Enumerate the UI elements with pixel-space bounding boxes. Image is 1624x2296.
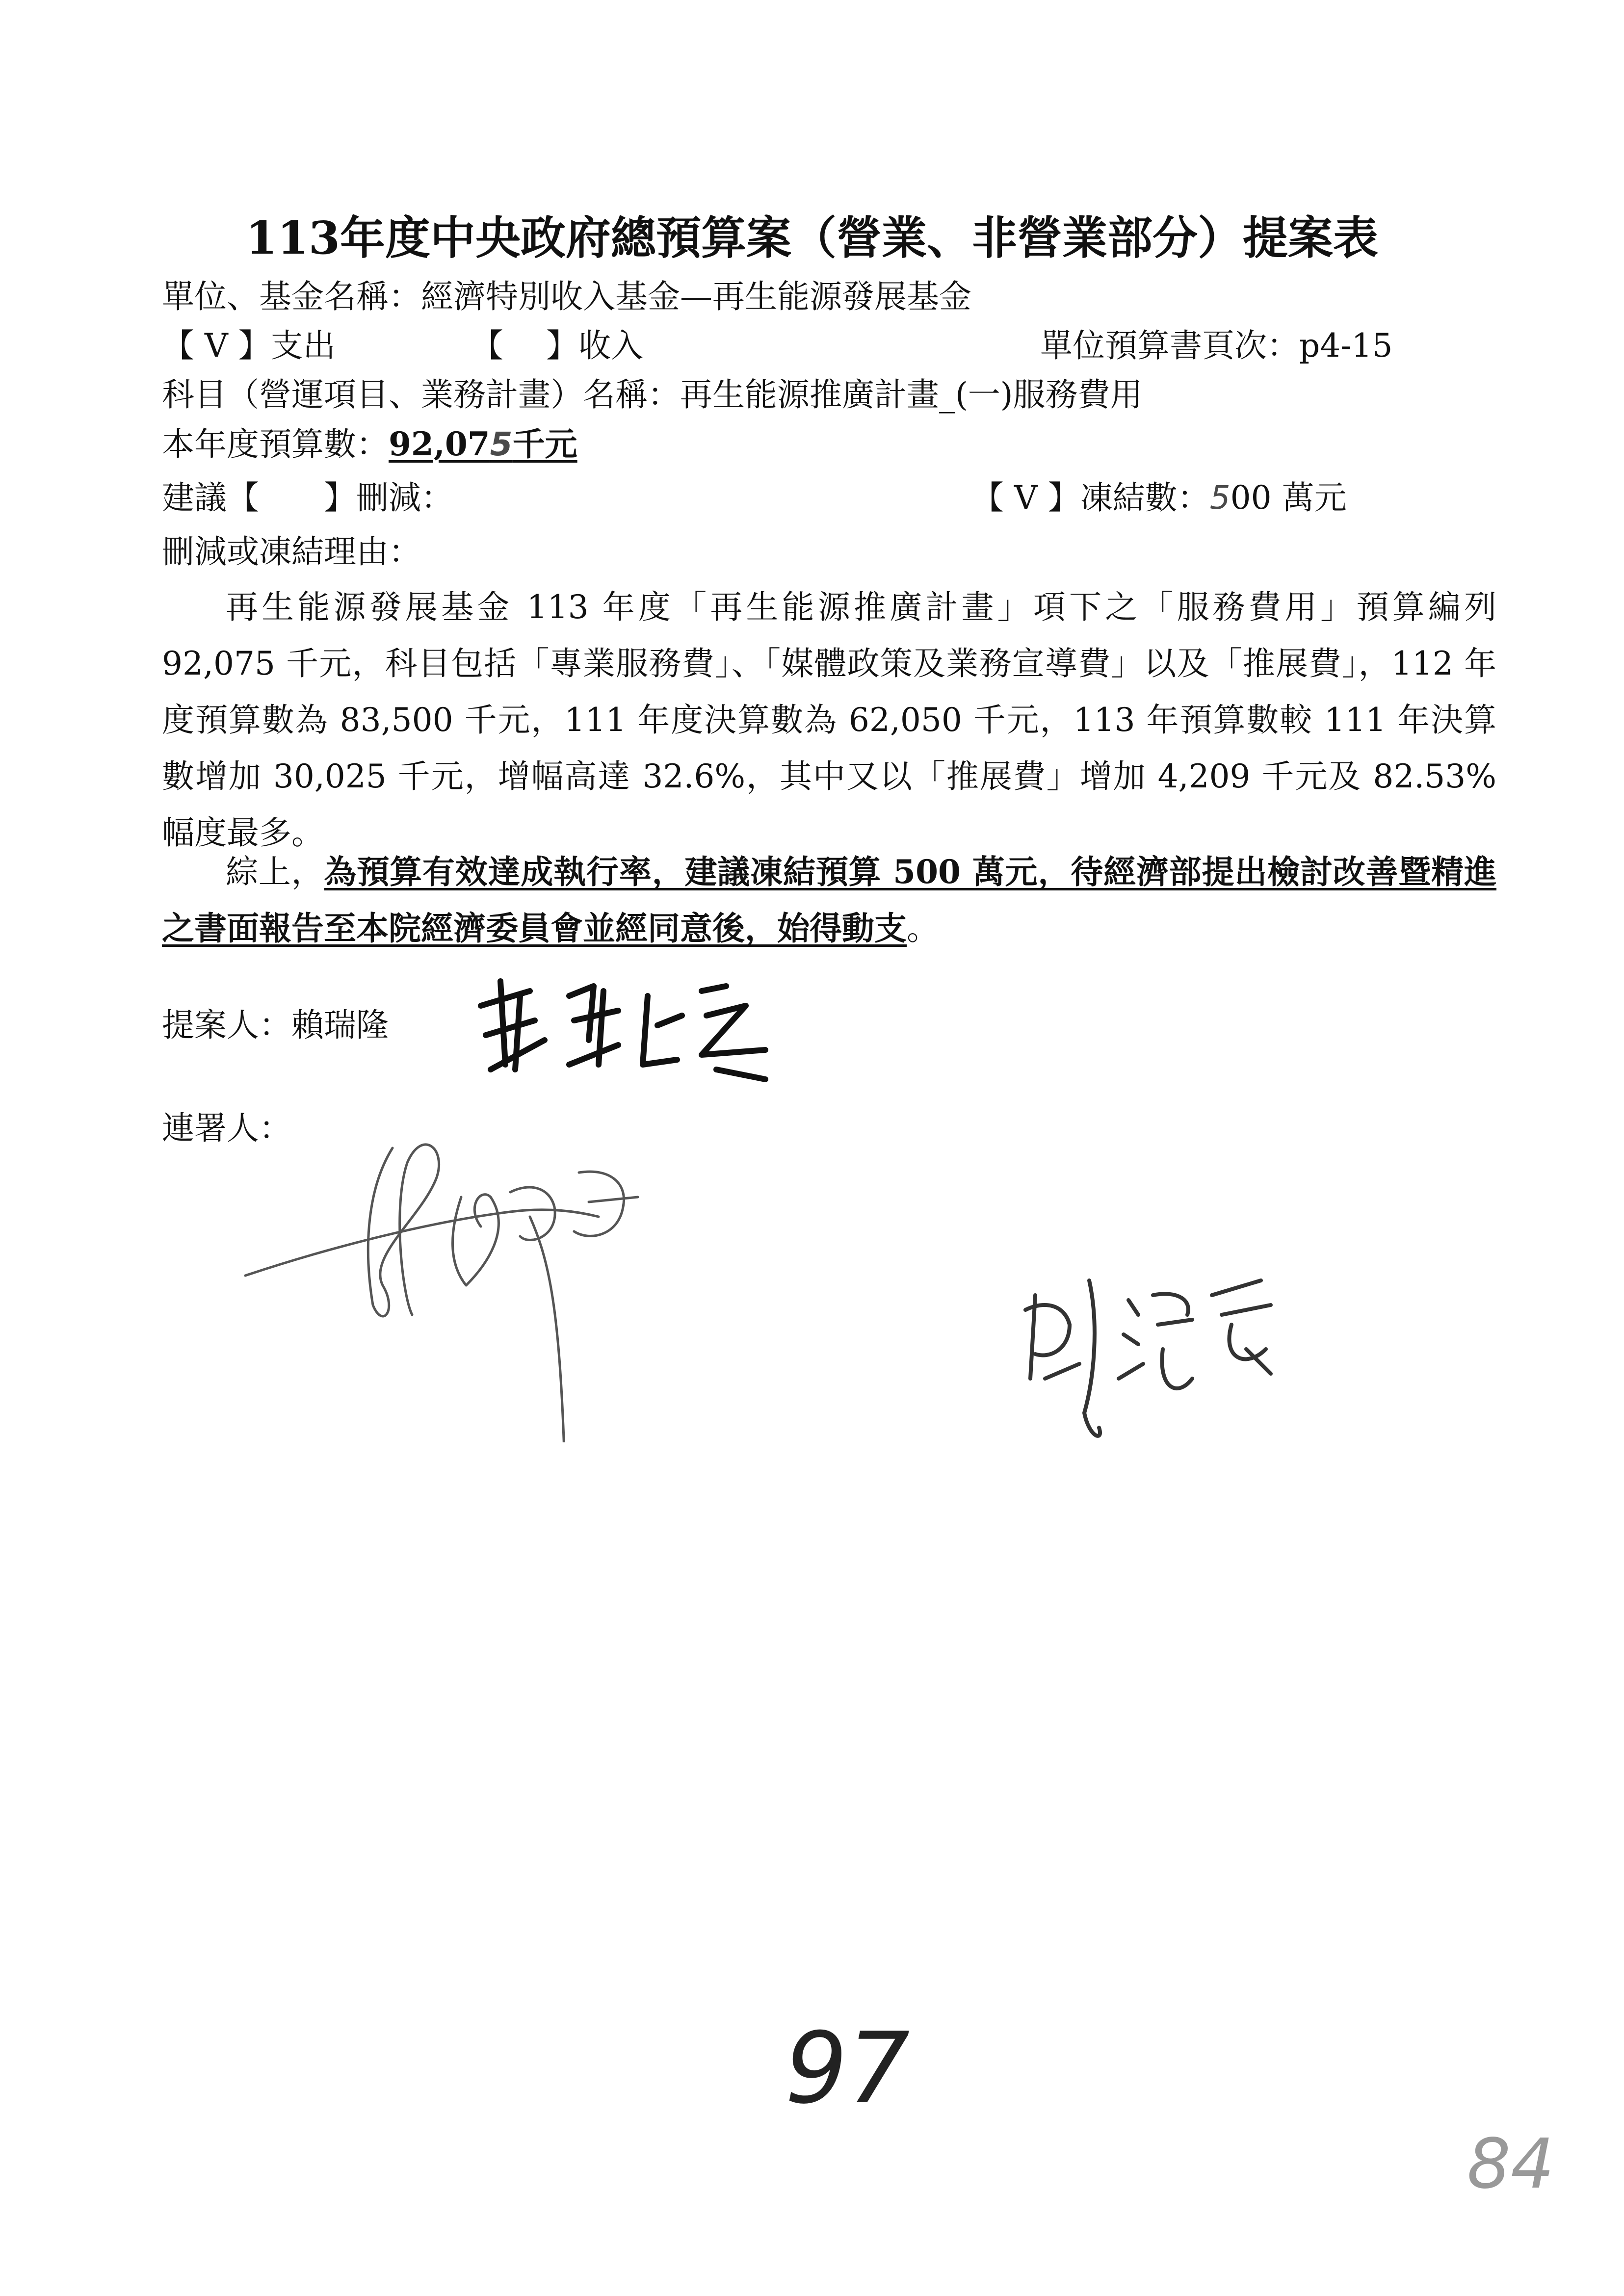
budget-value-suffix: 千元 xyxy=(512,425,577,463)
reason-label: 刪減或凍結理由： xyxy=(162,533,421,571)
cosigner-signature-1 xyxy=(236,1099,677,1442)
income-checkbox: 【 】收入 xyxy=(471,327,643,365)
reason-paragraph-2 xyxy=(162,844,1496,957)
budget-value xyxy=(389,425,577,463)
freeze-handwritten-digit: 5 xyxy=(1209,479,1231,517)
freeze-amount-row xyxy=(971,473,1347,522)
budget-value-prefix: 92,07 xyxy=(389,425,490,463)
budget-amount-row xyxy=(162,419,577,469)
budget-label: 本年度預算數： xyxy=(162,425,389,463)
form-title: 113年度中央政府總預算案（營業、非營業部分）提案表 xyxy=(245,211,1379,264)
proposer-signature xyxy=(471,966,785,1094)
unit-fund-name: 單位、基金名稱：經濟特別收入基金—再生能源發展基金 xyxy=(162,278,971,315)
page-number: 97 xyxy=(785,2011,910,2126)
proposer-label: 提案人：賴瑞隆 xyxy=(162,1006,389,1044)
freeze-label: 【 V 】凍結數： xyxy=(971,479,1210,517)
cosigner-label: 連署人： xyxy=(162,1109,291,1147)
suggest-cut-label: 建議【 】刪減： xyxy=(162,479,453,517)
paragraph2-lead: 綜上， xyxy=(226,853,324,891)
cosigner-signature-2 xyxy=(1016,1251,1290,1457)
subject-name: 科目（營運項目、業務計畫）名稱：再生能源推廣計畫_(一)服務費用 xyxy=(162,376,1143,414)
paragraph2-emphasis: 為預算有效達成執行率，建議凍結預算 500 萬元，待經濟部提出檢討改善暨精進之書面報告至本院經濟委員會並經同意後，始得動支 xyxy=(162,853,1497,947)
budget-book-page: 單位預算書頁次：p4-15 xyxy=(1040,327,1393,365)
budget-value-handwritten-digit: 5 xyxy=(490,425,513,463)
expense-checkbox: 【 V 】支出 xyxy=(162,327,336,365)
freeze-rest: 00 萬元 xyxy=(1230,479,1347,517)
corner-page-number: 84 xyxy=(1467,2124,1555,2204)
paragraph2-end: 。 xyxy=(907,910,939,947)
reason-paragraph-1: 再生能源發展基金 113 年度「再生能源推廣計畫」項下之「服務費用」預算編列 92,075 千元，科目包括「專業服務費」、「媒體政策及業務宣導費」以及「推展費」，112 年度預算數為 83,500 千元，111 年度決算數為 62,050 千元，113 年預算數較 111 年決算數增加 30,025 千元，增幅高達 32.6%，其中又以「推展費」增加 4,209 千元及 82.53%幅度最多。 xyxy=(162,588,1496,852)
